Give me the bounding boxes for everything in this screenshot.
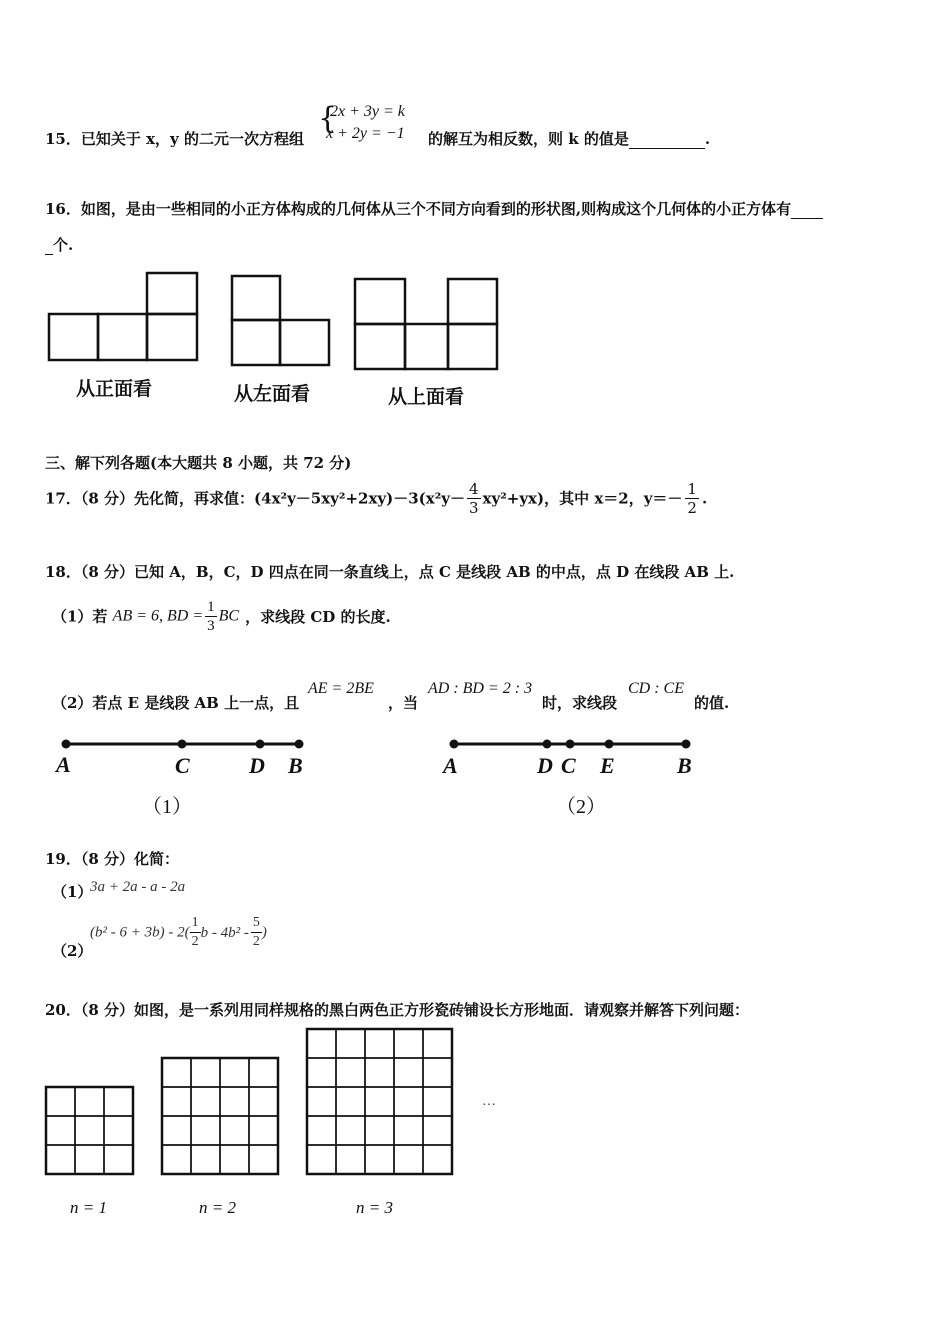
q20-tile [423,1087,452,1116]
q20-tile [162,1116,191,1145]
q16-view-front-label: 从正面看 [76,379,153,400]
q19-number: 19． [45,850,81,868]
fig2-point-d: D [537,753,553,778]
q20-tile [75,1087,104,1116]
q20-tile [394,1029,423,1058]
q16-view-top-label: 从上面看 [388,387,465,408]
q16-answer-blank-cont[interactable] [45,236,53,255]
q20-tile [365,1029,394,1058]
q20-ellipsis: … [482,1094,496,1109]
q19-p2-expr-c: ) [261,924,267,941]
q20-tile [220,1087,249,1116]
q20-tile [249,1145,278,1174]
q20-tile [220,1145,249,1174]
q20-tile [162,1087,191,1116]
q20-text: （8 分）如图，是一系列用同样规格的黑白两色正方形瓷砖铺设长方形地面．请观察并解答下列问题： [80,1001,750,1019]
q20-tile [191,1116,220,1145]
q20-label-n1: n = 1 [70,1198,107,1217]
q16-number: 16． [45,200,81,218]
q20-tile [423,1145,452,1174]
q20-tile [46,1087,75,1116]
fig1-point-a: A [56,752,71,777]
q20-tile [75,1145,104,1174]
q20-tile [394,1116,423,1145]
q20-grid-border [307,1029,452,1174]
q20-tile [365,1087,394,1116]
q20-tile [104,1087,133,1116]
q19-p2-fraction-1-2: $\frac{1}{2}$ [191,915,199,949]
q20-tile-figures [0,1025,520,1225]
q18-p2-text2: 时，求线段 [542,694,618,712]
q17-number: 17． [45,489,81,508]
q20-tile [307,1116,336,1145]
q18-text: （8 分）已知 A，B，C，D 四点在同一条直线上，点 C 是线段 AB 的中点，点 D 在线段 AB 上. [80,563,735,581]
q15-answer-blank[interactable] [629,130,705,149]
q20-tile [336,1116,365,1145]
q20-tile [307,1087,336,1116]
fig2-point-e: E [600,753,615,778]
q20-tile [336,1087,365,1116]
section-3-title: 三、解下列各题(本大题共 8 小题，共 72 分) [45,454,352,472]
q20-tile [394,1145,423,1174]
q20-tile [365,1058,394,1087]
q20-tile [336,1029,365,1058]
q15-text-after: 的解互为相反数，则 k 的值是 [428,130,629,148]
q20-tile [394,1087,423,1116]
fig2-caption: （2） [556,796,606,818]
q20-tile [307,1145,336,1174]
q20-tile [46,1145,75,1174]
q20-tile [46,1116,75,1145]
q20-tile [220,1058,249,1087]
q17-end: . [701,489,708,508]
q20-tile [191,1087,220,1116]
q19-p2-fraction-5-2: $\frac{5}{2}$ [252,915,260,949]
q18-p1-math: AB = 6, BD = [112,607,204,625]
q18-p2-text1: ，当 [388,694,419,712]
q17-text2: xy²+yx)，其中 x＝2，y＝－ [482,489,683,508]
q19-p2-expr-b: b - 4b² - [200,924,249,941]
fig1-point-d: D [249,753,265,778]
q20-tile [307,1058,336,1087]
q20-tile [191,1058,220,1087]
q15-text: 已知关于 x，y 的二元一次方程组 [80,130,304,148]
q18-p1-fraction: $\frac{1}{3}$ [207,599,215,634]
q20-tile [365,1116,394,1145]
q16-answer-blank[interactable] [791,200,823,219]
q20-tile [336,1058,365,1087]
q17-fraction-1-2: $\frac{1}{2}$ [687,480,697,517]
q20-label-n2: n = 2 [199,1198,236,1217]
q20-tile [249,1116,278,1145]
q16-views-figure [0,265,520,415]
q19-p1-label: （1） [52,883,93,901]
q16-view-left-label: 从左面看 [234,384,311,405]
q19-p1-expr: 3a + 2a - a - 2a [90,879,186,895]
fig1-point-b: B [288,753,303,778]
q18-p1-label: （1）若 [52,607,108,626]
q15-eq2: x + 2y = −1 [326,125,405,142]
q20-tile [394,1058,423,1087]
q20-tile [336,1145,365,1174]
q20-tile [162,1145,191,1174]
q18-p2-text3: 的值. [694,694,730,712]
q15-eq1: 2x + 3y = k [330,103,405,120]
q20-tile [104,1145,133,1174]
q19-p2-label: （2） [52,942,93,960]
fig2-point-c: C [561,753,576,778]
q18-p2-math1: AE = 2BE [308,680,374,697]
q20-tile [307,1029,336,1058]
fig2-point-a: A [443,753,458,778]
q18-p2-math2: AD : BD = 2 : 3 [428,680,533,697]
q20-tile [162,1058,191,1087]
q20-tile [249,1058,278,1087]
q16-text: 如图，是由一些相同的小正方体构成的几何体从三个不同方向看到的形状图,则构成这个几何体的小正方体有 [80,200,792,218]
q16-text-line2: 个. [53,236,74,254]
q20-tile [249,1087,278,1116]
fig1-caption: （1） [142,796,192,818]
q18-p2-label: （2）若点 E 是线段 AB 上一点，且 [52,694,300,712]
q20-tile [423,1029,452,1058]
q18-p1-math2: BC [218,607,240,625]
q20-grid-border [46,1087,133,1174]
q19-text: （8 分）化简： [80,850,180,868]
q19-p2-expr-a: (b² - 6 + 3b) - 2( [90,924,190,941]
q20-tile [75,1116,104,1145]
q18-p2-math3: CD : CE [628,680,684,697]
q18-number: 18． [45,563,81,581]
q20-tile [104,1116,133,1145]
q15-number: 15． [45,130,81,148]
q20-tile [423,1116,452,1145]
fig2-point-b: B [677,753,692,778]
q20-tile [365,1145,394,1174]
q20-number: 20． [45,1001,81,1019]
q15-end: . [704,130,711,148]
q17-text: （8 分）先化简，再求值：(4x²y－5xy²+2xy)－3(x²y－ [80,489,465,508]
q20-tile [220,1116,249,1145]
q20-tile [191,1145,220,1174]
q18-line-figures [0,730,760,825]
q18-p1-text: ，求线段 CD 的长度. [245,607,391,626]
fig1-point-c: C [175,753,190,778]
q20-label-n3: n = 3 [356,1198,393,1217]
q17-fraction-4-3: $\frac{4}{3}$ [469,480,479,517]
q20-tile [423,1058,452,1087]
